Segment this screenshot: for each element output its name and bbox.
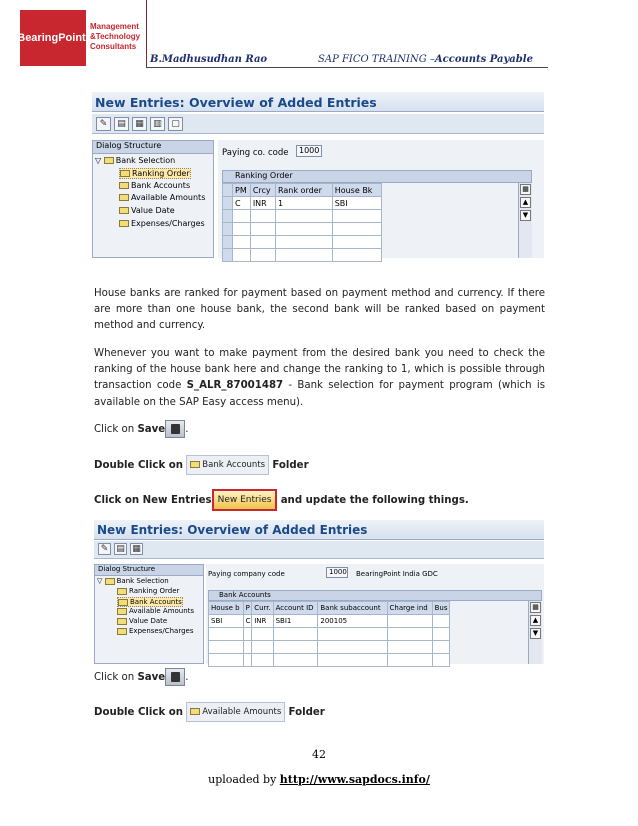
cell-rank-order[interactable]: 1 xyxy=(276,197,333,210)
folder-icon xyxy=(117,588,127,595)
row-selector[interactable] xyxy=(223,197,233,210)
step-double-click-available-amounts: Double Click on Available Amounts Folder xyxy=(94,702,545,722)
table-row xyxy=(223,223,382,236)
folder-icon xyxy=(190,461,200,468)
bank-accounts-table xyxy=(208,601,450,667)
scroll-down-icon[interactable]: ▼ xyxy=(530,628,541,639)
step-double-click-bank-accounts: Double Click on Bank Accounts Folder xyxy=(94,455,545,475)
bank-accounts-area xyxy=(206,564,544,664)
folder-icon xyxy=(119,220,129,227)
tree-item-available-amounts[interactable]: Available Amounts xyxy=(119,193,205,202)
ranking-order-table-title: Ranking Order xyxy=(222,170,532,183)
table-row xyxy=(223,236,382,249)
header-author: B.Madhusudhan Rao xyxy=(150,54,268,65)
tree-item-expenses-charges[interactable]: Expenses/Charges xyxy=(117,627,193,635)
scroll-down-icon[interactable]: ▼ xyxy=(520,210,531,221)
sap-title-bar xyxy=(94,520,544,540)
edit-icon[interactable]: ✎ xyxy=(96,117,111,131)
cell-business-area[interactable] xyxy=(432,615,449,628)
table-row xyxy=(209,615,450,628)
save-icon[interactable]: ▤ xyxy=(114,117,129,131)
table-row xyxy=(223,249,382,262)
available-amounts-folder-button[interactable]: Available Amounts xyxy=(186,702,285,722)
tree-item-value-date[interactable]: Value Date xyxy=(117,617,167,625)
page-number: 42 xyxy=(312,748,326,761)
tree-item-bank-selection[interactable]: ▽ Bank Selection xyxy=(97,577,169,585)
sap-screenshot-bank-accounts xyxy=(94,520,544,664)
tree-item-bank-selection[interactable]: ▽ Bank Selection xyxy=(95,156,176,165)
cell-payment-method[interactable]: C xyxy=(243,615,252,628)
folder-open-icon xyxy=(120,170,130,177)
paying-company-code-label: Paying company code xyxy=(208,570,285,578)
header-divider-vertical xyxy=(146,0,147,68)
col-house-bank[interactable]: House b xyxy=(209,602,244,615)
cell-currency[interactable]: INR xyxy=(252,615,273,628)
footer-uploaded xyxy=(0,773,638,786)
col-bank-subaccount[interactable]: Bank subaccount xyxy=(318,602,387,615)
edit-icon[interactable]: ✎ xyxy=(98,543,111,555)
table-settings-icon[interactable]: ▦ xyxy=(530,602,541,613)
table-scrollbar[interactable] xyxy=(528,601,542,664)
footer-uploaded-by: uploaded by xyxy=(208,773,277,786)
sap-toolbar xyxy=(92,114,544,134)
cell-account-id[interactable]: SBI1 xyxy=(273,615,318,628)
tree-item-available-amounts[interactable]: Available Amounts xyxy=(117,607,194,615)
col-house-bank[interactable]: House Bk xyxy=(332,184,381,197)
tree-item-value-date[interactable]: Value Date xyxy=(119,206,175,215)
cell-house-bank[interactable]: SBI xyxy=(209,615,244,628)
folder-icon xyxy=(190,708,200,715)
footer-link[interactable]: http://www.sapdocs.info/ xyxy=(279,773,430,786)
table-header-row xyxy=(223,184,382,197)
table-scrollbar[interactable] xyxy=(518,183,532,258)
table-row xyxy=(223,210,382,223)
tree-item-ranking-order[interactable]: Ranking Order xyxy=(117,587,179,595)
sap-screen-title: New Entries: Overview of Added Entries xyxy=(97,523,368,537)
table-settings-icon[interactable]: ▦ xyxy=(520,184,531,195)
paying-co-code-input[interactable]: 1000 xyxy=(296,145,322,157)
folder-icon xyxy=(117,608,127,615)
table-row xyxy=(209,654,450,667)
col-account-id[interactable]: Account ID xyxy=(273,602,318,615)
transaction-code: S_ALR_87001487 xyxy=(186,380,284,392)
dialog-structure-header: Dialog Structure xyxy=(95,565,203,576)
paragraph-ranking: House banks are ranked for payment based on payment method and currency. If there are more than one house bank, the second bank will be ranked based on payment method and currency. xyxy=(94,288,545,332)
folder-open-icon xyxy=(118,599,128,606)
folder-icon xyxy=(117,618,127,625)
col-charge-ind[interactable]: Charge ind xyxy=(387,602,432,615)
col-pm[interactable]: PM xyxy=(233,184,251,197)
tree-item-bank-accounts[interactable]: Bank Accounts xyxy=(119,181,190,190)
row-selector[interactable] xyxy=(223,184,233,197)
step-new-entries: Click on New Entries New Entries and update the following things. xyxy=(94,489,545,511)
cell-bank-subaccount[interactable]: 200105 xyxy=(318,615,387,628)
tree-item-expenses-charges[interactable]: Expenses/Charges xyxy=(119,219,205,228)
header-divider-horizontal xyxy=(146,67,548,68)
save-icon[interactable] xyxy=(165,420,185,438)
step-click-save-1: Click on Save . xyxy=(94,420,545,438)
header-course-prefix: SAP FICO TRAINING – xyxy=(318,54,435,65)
col-payment-method[interactable]: P xyxy=(243,602,252,615)
save-icon[interactable] xyxy=(165,668,185,686)
sap-screen-title: New Entries: Overview of Added Entries xyxy=(95,95,377,110)
folder-icon xyxy=(119,207,129,214)
table-row xyxy=(223,197,382,210)
table-header-row xyxy=(209,602,450,615)
company-name: BearingPoint India GDC xyxy=(356,570,438,578)
folder-icon xyxy=(117,628,127,635)
new-entries-button[interactable]: New Entries xyxy=(212,489,278,511)
bearingpoint-logo: BearingPoint. xyxy=(20,10,86,66)
copy-icon[interactable]: ▦ xyxy=(132,117,147,131)
ranking-order-table xyxy=(222,183,382,262)
folder-icon xyxy=(119,194,129,201)
cell-pm[interactable]: C xyxy=(233,197,251,210)
sap-screenshot-ranking-order xyxy=(92,92,544,258)
col-crcy[interactable]: Crcy xyxy=(250,184,275,197)
col-currency[interactable]: Curr. xyxy=(252,602,273,615)
cell-charge-ind[interactable] xyxy=(387,615,432,628)
dialog-structure-pane xyxy=(94,564,204,664)
col-business-area[interactable]: Bus xyxy=(432,602,449,615)
header-course xyxy=(318,54,533,65)
bank-accounts-folder-button[interactable]: Bank Accounts xyxy=(186,455,269,475)
paying-co-code-label: Paying co. code xyxy=(222,148,289,158)
ranking-order-area xyxy=(218,140,544,258)
select-all-icon[interactable]: ▥ xyxy=(150,117,165,131)
paying-company-code-input[interactable]: 1000 xyxy=(326,567,348,578)
col-rank-order[interactable]: Rank order xyxy=(276,184,333,197)
cell-crcy[interactable]: INR xyxy=(250,197,275,210)
paragraph-instructions-b: - Bank selection for payment program (which is available on the SAP Easy access menu). xyxy=(94,380,545,408)
tree-item-bank-accounts[interactable]: Bank Accounts xyxy=(117,597,183,607)
scroll-up-icon[interactable]: ▲ xyxy=(530,615,541,626)
sap-toolbar xyxy=(94,541,544,559)
table-row xyxy=(209,628,450,641)
logo-subtitle: Management &Technology Consultants xyxy=(90,22,141,51)
deselect-icon[interactable]: ▢ xyxy=(168,117,183,131)
scroll-up-icon[interactable]: ▲ xyxy=(520,197,531,208)
step-click-save-2: Click on Save . xyxy=(94,668,545,686)
paragraph-instructions-a: Whenever you want to make payment from the desired bank you need to check the ranking of the house bank here and change the ranking to 1, which is possible through transaction code xyxy=(94,348,545,392)
folder-icon xyxy=(105,578,115,585)
save-icon[interactable]: ▤ xyxy=(114,543,127,555)
tree-item-ranking-order[interactable]: Ranking Order xyxy=(119,168,191,179)
dialog-structure-pane xyxy=(92,140,214,258)
table-row xyxy=(209,641,450,654)
cell-house-bank[interactable]: SBI xyxy=(332,197,381,210)
copy-icon[interactable]: ▦ xyxy=(130,543,143,555)
folder-icon xyxy=(119,182,129,189)
header-course-topic: Accounts Payable xyxy=(434,54,533,65)
dialog-structure-header: Dialog Structure xyxy=(93,141,213,154)
sap-title-bar xyxy=(92,92,544,112)
folder-icon xyxy=(104,157,114,164)
bank-accounts-table-title: Bank Accounts xyxy=(208,590,542,601)
paragraph-instructions xyxy=(94,346,545,411)
